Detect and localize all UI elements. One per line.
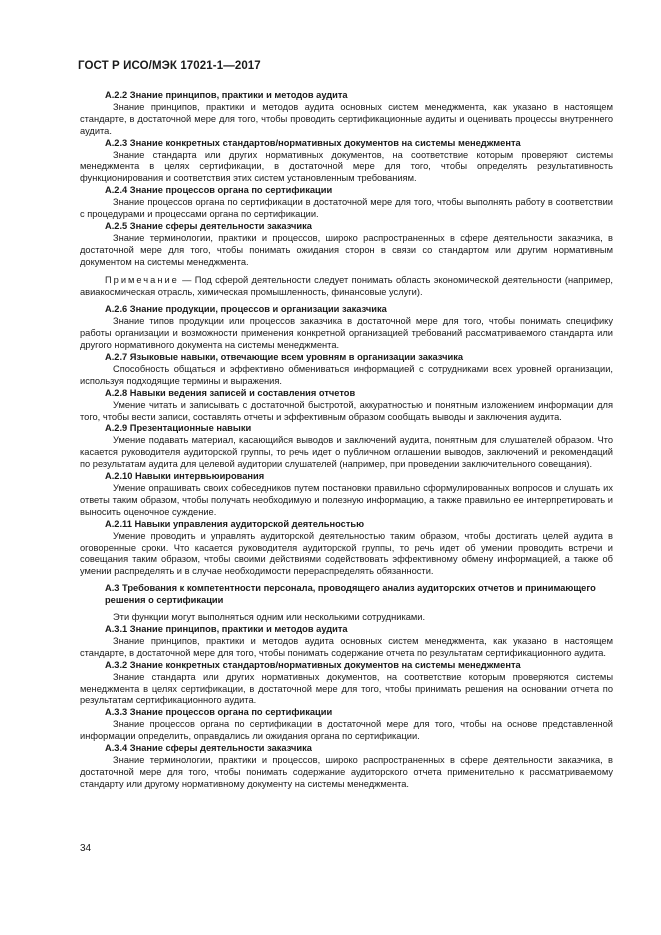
section-heading: A.2.6 Знание продукции, процессов и организации заказчика xyxy=(105,304,387,315)
section-heading: A.3.3 Знание процессов органа по сертификации xyxy=(105,707,333,718)
section-heading: A.2.2 Знание принципов, практики и методов аудита xyxy=(105,90,348,100)
note-paragraph xyxy=(80,275,613,299)
section-heading: A.2.7 Языковые навыки, отвечающие всем уровням в организации заказчика xyxy=(105,352,464,363)
body-paragraph: Знание терминологии, практики и процессов, широко распространенных в сфере деятельности заказчика, в достаточной мере для того, чтобы понимать ожидания сторон в связи со стандартом или другим нормативным документом на системы менеджмента. xyxy=(80,232,613,267)
section-heading: A.2.10 Навыки интервьюирования xyxy=(105,471,265,482)
section-heading: A.2.5 Знание сферы деятельности заказчика xyxy=(105,220,312,231)
body-paragraph: Умение читать и записывать с достаточной быстротой, аккуратностью и понятным изложением информации для того, чтобы вести записи, составлять отчеты и эффективным образом сообщать выводы и заключения аудита. xyxy=(80,399,613,422)
body-paragraph: Знание процессов органа по сертификации в достаточной мере для того, чтобы выполнять работу в соответствии с процедурами и процессами органа по сертификации. xyxy=(80,197,613,220)
note-text: — Под сферой деятельности следует понимать область экономической деятельности (например, авиакосмическая отрасль, химическая промышленность, финансовые услуги). xyxy=(80,274,613,297)
section-heading: A.3.2 Знание конкретных стандартов/нормативных документов на системы менеджмента xyxy=(105,659,521,670)
page-header: ГОСТ Р ИСО/МЭК 17021-1—2017 xyxy=(78,60,261,72)
body-paragraph: Умение подавать материал, касающийся выводов и заключений аудита, понятным для слушателей образом. Что касается руководителя аудиторской группы, то речь идет о публичном оглашении выводов, заключений и рекомендаций по результатам аудита для целевой аудитории слушателей (например, при проведении заключительного совещания). xyxy=(80,435,613,470)
section-heading: A.3.4 Знание сферы деятельности заказчика xyxy=(105,743,312,754)
body-paragraph: Способность общаться и эффективно обмениваться информацией с сотрудниками всех уровней организации, используя подходящие термины и выражения. xyxy=(80,363,613,386)
body-paragraph: Умение опрашивать своих собеседников путем постановки правильно сформулированных вопросов и слушать их ответы таким образом, чтобы получать необходимую и полезную информацию, а также правильно ее интерпретировать и выносить оценочное суждение. xyxy=(80,483,613,517)
body-paragraph: Знание стандарта или других нормативных документов, на соответствие которым проверяют системы менеджмента в целях сертификации, в достаточной мере для того, чтобы определять результативность функционирования и соответствия этих систем установленным требованиям. xyxy=(80,149,613,184)
section-heading: A.2.11 Навыки управления аудиторской деятельностью xyxy=(105,518,365,529)
body-paragraph: Знание терминологии, практики и процессов, широко распространенных в сфере деятельности заказчика, в достаточной мере для того, чтобы понимать содержание аудиторского отчета применительно к рассматриваемому стандарту или другому нормативному документу на системы менеджмента. xyxy=(80,754,613,789)
page-number: 34 xyxy=(80,843,92,854)
body-paragraph: Знание принципов, практики и методов аудита основных систем менеджмента, как указано в настоящем стандарте, в достаточной мере для того, чтобы проводить сертификационные аудиты и оценивать процессы внутреннего аудита. xyxy=(80,101,613,136)
body-paragraph: Знание принципов, практики и методов аудита основных систем менеджмента, как указано в настоящем стандарте, в достаточной мере для того, чтобы понимать содержание отчета по результатам сертификационного аудита. xyxy=(80,635,613,658)
section-heading: A.2.8 Навыки ведения записей и составления отчетов xyxy=(105,387,356,398)
note-label: Примечание xyxy=(105,274,179,285)
section-heading: A.2.4 Знание процессов органа по сертификации xyxy=(105,185,333,196)
body-paragraph: Знание типов продукции или процессов заказчика в достаточной мере для того, чтобы понимать специфику работы организации и возможности применения конкретной организацией требований рассматриваемого стандарта или другого нормативного документа на системы менеджмента. xyxy=(80,316,613,351)
body-paragraph: Умение проводить и управлять аудиторской деятельностью таким образом, чтобы достигать целей аудита в оговоренные сроки. Что касается руководителя аудиторской группы, то речь идет об умении проводить встречи и совещания таким образом, чтобы своими действиями содействовать эффективному обмену информацией, а также об умении распределять и в случае необходимости перераспределять обязанности. xyxy=(80,530,613,577)
section-heading: A.3.1 Знание принципов, практики и методов аудита xyxy=(105,623,348,634)
body-paragraph: Знание стандарта или других нормативных документов, на соответствие которым проверяются системы менеджмента в целях сертификации, в достаточной мере для того, чтобы принимать решения на основании отчета по результатам сертификационного аудита. xyxy=(80,671,613,706)
section-heading: A.2.3 Знание конкретных стандартов/нормативных документов на системы менеджмента xyxy=(105,137,521,148)
section-heading: A.3 Требования к компетентности персонала, проводящего анализ аудиторских отчетов и принимающего решения о сертификации xyxy=(105,583,596,606)
section-heading: A.2.9 Презентационные навыки xyxy=(105,423,252,434)
document-body xyxy=(80,90,613,791)
body-paragraph: Эти функции могут выполняться одним или несколькими сотрудниками. xyxy=(113,612,426,623)
body-paragraph: Знание процессов органа по сертификации в достаточной мере для того, чтобы на основе представленной информации определить, оправдались ли ожидания органа по сертификации. xyxy=(80,719,613,742)
